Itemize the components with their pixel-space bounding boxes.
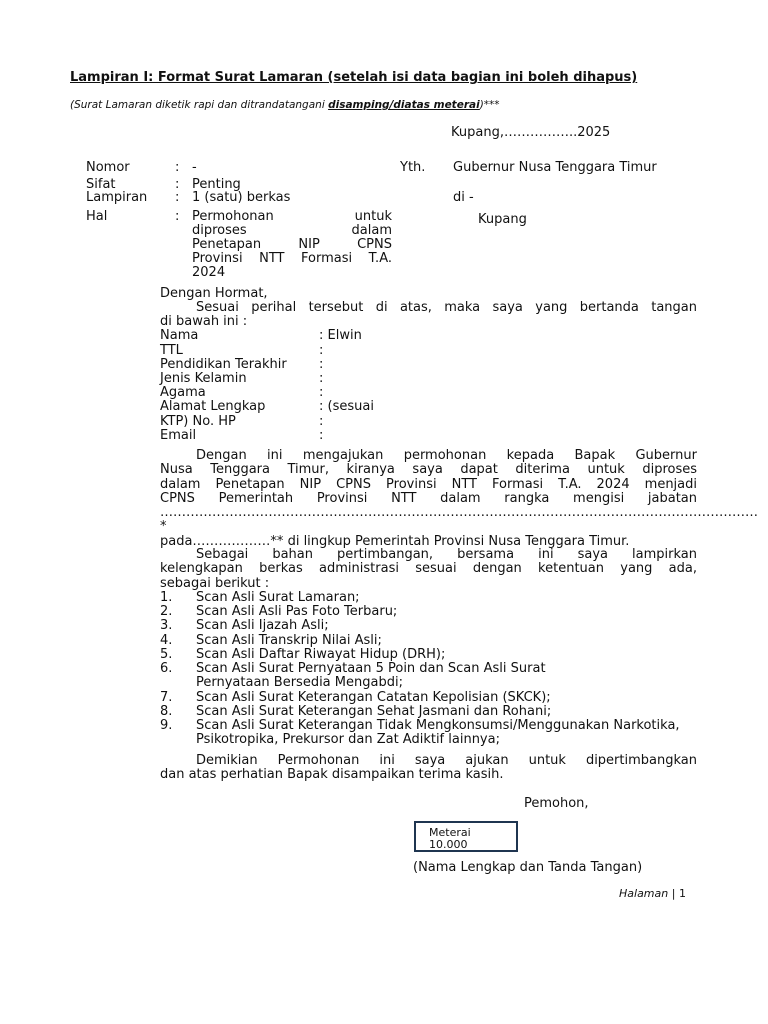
request-paragraph xyxy=(160,448,758,549)
list-item: Scan Asli Daftar Riwayat Hidup (DRH); xyxy=(196,647,446,662)
nomor-label: Nomor xyxy=(86,160,130,175)
recipient-city: Kupang xyxy=(478,212,527,227)
hal-line: diproses dalam xyxy=(192,223,392,238)
field-label-hp: KTP) No. HP xyxy=(160,414,236,429)
meterai-value: 10.000 xyxy=(429,838,468,851)
request-line: CPNS Pemerintah Provinsi NTT dalam rangka mengisi jabatan xyxy=(160,490,697,506)
yth-label: Yth. xyxy=(400,160,426,175)
instruction-note: (Surat Lamaran diketik rapi dan ditrandatangani disamping/diatas meterai)*** xyxy=(70,99,500,111)
hal-line: Permohonan untuk xyxy=(192,209,392,224)
lampiran-colon: : xyxy=(175,190,180,205)
field-value-agama: : xyxy=(319,385,324,400)
field-value-hp: : xyxy=(319,414,324,429)
lampiran-value: 1 (satu) berkas xyxy=(192,190,291,205)
request-line: Dengan ini mengajukan permohonan kepada Bapak Gubernur xyxy=(196,448,697,463)
recipient-name: Gubernur Nusa Tenggara Timur xyxy=(453,160,657,175)
hal-colon: : xyxy=(175,209,180,224)
field-value-email: : xyxy=(319,428,324,443)
list-number: 5. xyxy=(160,647,173,662)
hal-label: Hal xyxy=(86,209,108,224)
list-number: 4. xyxy=(160,633,173,648)
list-number: 3. xyxy=(160,618,173,633)
meterai-label: Meterai xyxy=(429,826,471,839)
intro-paragraph xyxy=(160,301,697,330)
sifat-label: Sifat xyxy=(86,177,116,192)
page-number: 1 xyxy=(678,887,686,900)
hal-line: Provinsi NTT Formasi T.A. xyxy=(192,251,392,266)
consider-line: Sebagai bahan pertimbangan, bersama ini saya lampirkan xyxy=(196,547,697,562)
field-label-alamat: Alamat Lengkap xyxy=(160,399,266,414)
field-label-pendidikan: Pendidikan Terakhir xyxy=(160,357,287,372)
list-number: 6. xyxy=(160,661,173,676)
lampiran-label: Lampiran xyxy=(86,190,148,205)
consider-line: kelengkapan berkas administrasi sesuai dengan ketentuan yang ada, xyxy=(160,561,697,577)
list-number: 7. xyxy=(160,690,173,705)
consider-paragraph xyxy=(160,548,697,591)
nomor-colon: : xyxy=(175,160,180,175)
field-value-nama: : Elwin xyxy=(319,328,362,343)
place-date: Kupang,……………..2025 xyxy=(451,125,611,140)
list-number: 8. xyxy=(160,704,173,719)
list-item: Scan Asli Asli Pas Foto Terbaru; xyxy=(196,604,398,619)
list-item: Scan Asli Transkrip Nilai Asli; xyxy=(196,633,382,648)
sifat-value: Penting xyxy=(192,177,241,192)
pada-line: pada………………** di lingkup Pemerintah Provinsi Nusa Tenggara Timur. xyxy=(160,533,630,549)
field-value-pendidikan: : xyxy=(319,357,324,372)
request-line: dalam Penetapan NIP CPNS Provinsi NTT Formasi T.A. 2024 menjadi xyxy=(160,476,697,492)
nomor-value: - xyxy=(192,160,197,175)
pemohon-label: Pemohon, xyxy=(524,796,589,811)
footer-separator: | xyxy=(671,887,676,900)
list-item: Scan Asli Surat Keterangan Tidak Mengkonsumsi/Menggunakan Narkotika, Psikotropika, Prekursor dan Zat Adiktif lainnya; xyxy=(196,718,680,748)
hal-line: 2024 xyxy=(192,265,226,280)
intro-line: di bawah ini : xyxy=(160,314,248,330)
halaman-label: Halaman xyxy=(619,887,669,900)
list-item: Scan Asli Ijazah Asli; xyxy=(196,618,329,633)
list-number: 9. xyxy=(160,718,173,733)
field-label-email: Email xyxy=(160,428,197,443)
signature-name-placeholder: (Nama Lengkap dan Tanda Tangan) xyxy=(413,860,643,875)
sifat-colon: : xyxy=(175,177,180,192)
page-footer xyxy=(619,887,686,900)
list-item: Scan Asli Surat Keterangan Sehat Jasmani dan Rohani; xyxy=(196,704,552,719)
footnote-star: * xyxy=(160,519,167,535)
field-label-ttl: TTL xyxy=(160,343,183,358)
closing-line: dan atas perhatian Bapak disampaikan terima kasih. xyxy=(160,767,504,783)
list-item: Scan Asli Surat Keterangan Catatan Kepolisian (SKCK); xyxy=(196,690,551,705)
list-item: Scan Asli Surat Lamaran; xyxy=(196,590,360,605)
list-number: 2. xyxy=(160,604,173,619)
consider-line: sebagai berikut : xyxy=(160,575,270,591)
closing-paragraph xyxy=(160,754,697,783)
list-number: 1. xyxy=(160,590,173,605)
field-label-agama: Agama xyxy=(160,385,206,400)
closing-line: Demikian Permohonan ini saya ajukan untuk dipertimbangkan xyxy=(196,753,697,768)
document-title: Lampiran I: Format Surat Lamaran (setelah isi data bagian ini boleh dihapus) xyxy=(70,70,638,85)
list-item: Scan Asli Surat Pernyataan 5 Poin dan Scan Asli Surat Pernyataan Bersedia Mengabdi; xyxy=(196,661,546,691)
dots-line: ………………………………………………………………………………………………………………………… xyxy=(160,505,758,521)
field-value-alamat: : (sesuai xyxy=(319,399,374,414)
field-value-ttl: : xyxy=(319,343,324,358)
greeting: Dengan Hormat, xyxy=(160,286,268,301)
request-line: Nusa Tenggara Timur, kiranya saya dapat diterima untuk diproses xyxy=(160,462,697,478)
hal-line: Penetapan NIP CPNS xyxy=(192,237,392,252)
field-value-jenis-kelamin: : xyxy=(319,371,324,386)
meterai-stamp-box xyxy=(414,821,518,852)
intro-line: Sesuai perihal tersebut di atas, maka saya yang bertanda tangan xyxy=(196,300,697,315)
recipient-di: di - xyxy=(453,190,474,205)
hal-value xyxy=(192,210,392,280)
field-label-nama: Nama xyxy=(160,328,199,343)
field-label-jenis-kelamin: Jenis Kelamin xyxy=(160,371,247,386)
